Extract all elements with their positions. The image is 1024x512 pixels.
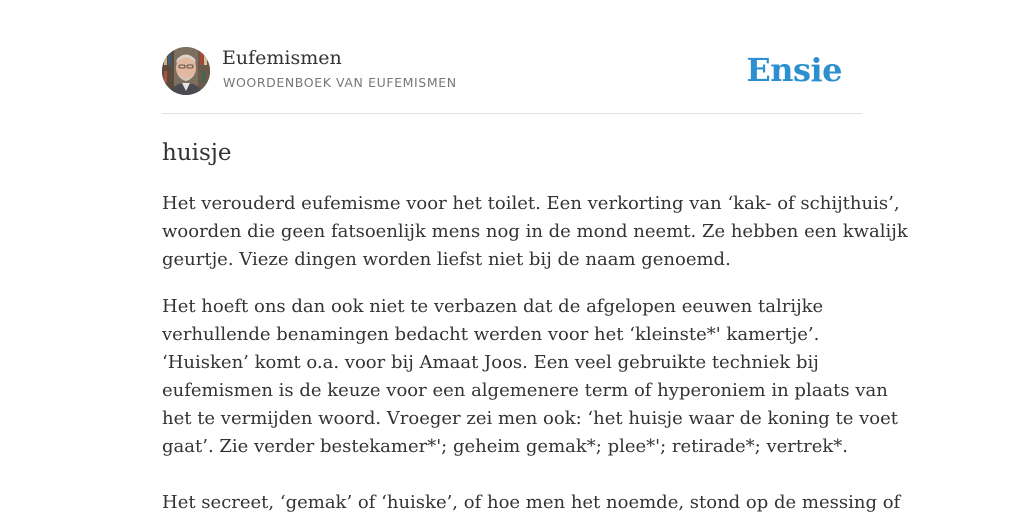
text-line: ‘Huisken’ komt o.a. voor bij Amaat Joos. Een veel gebruikte techniek bij xyxy=(162,352,819,373)
text-line: eufemismen is de keuze voor een algemenere term of hyperoniem in plaats van xyxy=(162,380,888,401)
text-line: gaat’. Zie verder bestekamer*'; geheim gemak*; plee*'; retirade*; vertrek*. xyxy=(162,436,848,457)
text-line: verhullende benamingen bedacht werden voor het ‘kleinste*' kamertje’. xyxy=(162,324,820,345)
text-line: Het verouderd eufemisme voor het toilet. Een verkorting van ‘kak- of schijthuis’, xyxy=(162,193,900,214)
dictionary-name[interactable]: WOORDENBOEK VAN EUFEMISMEN xyxy=(223,75,457,90)
header-divider xyxy=(162,113,862,114)
text-line: Het hoeft ons dan ook niet te verbazen dat de afgelopen eeuwen talrijke xyxy=(162,296,824,317)
definition-paragraph-1 xyxy=(162,190,908,274)
text-line: het te vermijden woord. Vroeger zei men ook: ‘het huisje waar de koning te voet xyxy=(162,408,898,429)
text-line: woorden die geen fatsoenlijk mens nog in de mond neemt. Ze hebben een kwalijk xyxy=(162,221,908,242)
definition-paragraph-3 xyxy=(162,489,901,512)
ensie-logo[interactable]: Ensie xyxy=(746,51,842,89)
author-avatar[interactable] xyxy=(162,47,210,95)
text-line: geurtje. Vieze dingen worden liefst niet bij de naam genoemd. xyxy=(162,249,731,270)
definition-paragraph-2 xyxy=(162,293,898,461)
entry-definition xyxy=(162,190,908,512)
author-portrait-icon xyxy=(162,47,210,95)
dictionary-header xyxy=(162,46,862,96)
entry-term: huisje xyxy=(162,140,232,166)
author-name[interactable]: Eufemismen xyxy=(222,47,342,69)
text-line: Het secreet, ‘gemak’ of ‘huiske’, of hoe men het noemde, stond op de messing of xyxy=(162,492,901,512)
